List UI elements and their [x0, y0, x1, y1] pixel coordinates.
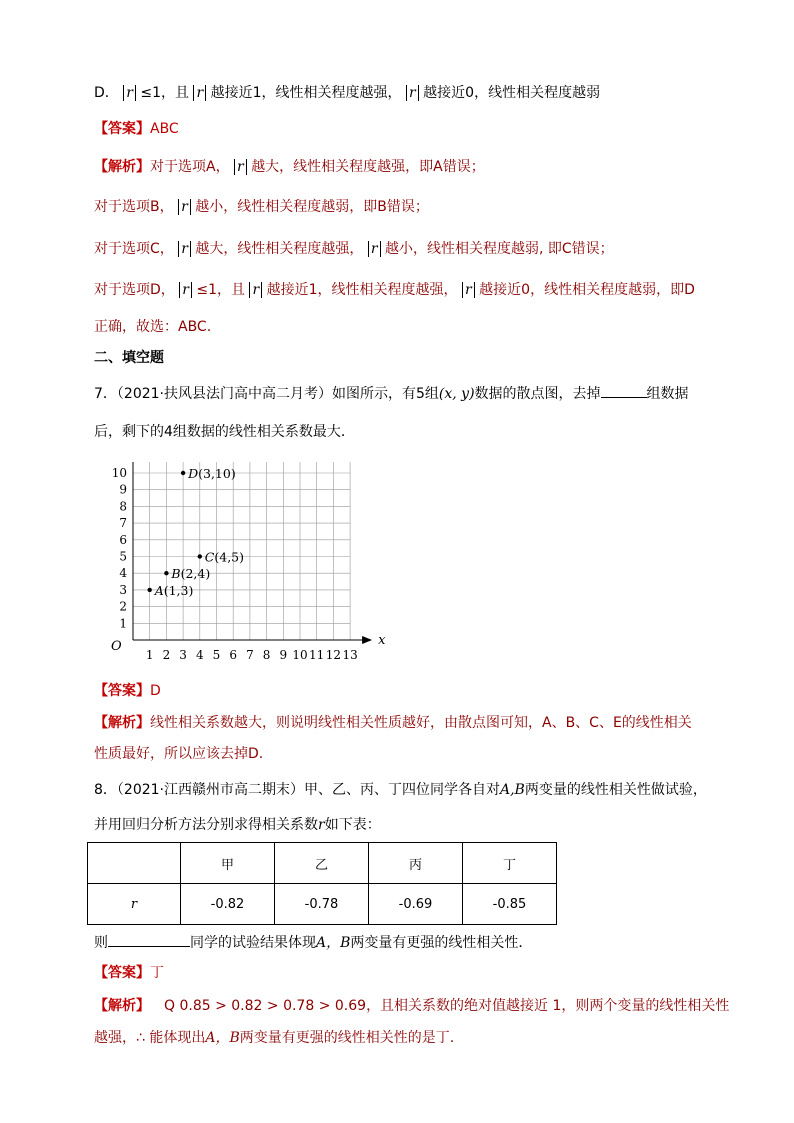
text: 两变量有更强的线性相关性的是丁. — [239, 1030, 455, 1046]
correlation-table — [87, 842, 557, 925]
y-tick-label: 10 — [111, 466, 127, 480]
text: 对于选项A， — [150, 159, 230, 175]
text: 对于选项C， — [94, 241, 174, 257]
point-label-b: B(2,4) — [171, 566, 211, 582]
answer-label: 【答案】 — [94, 121, 150, 137]
text: 7．（2021·扶风县法门高中高二月考）如图所示，有5组 — [94, 386, 439, 402]
q6-analysis-5: 正确，故选：ABC. — [94, 319, 212, 335]
abs-r: r — [179, 282, 192, 298]
table-header-row — [88, 843, 557, 884]
q7-analysis-1 — [94, 713, 692, 733]
abs-r: r — [178, 241, 191, 257]
text: 越接近1，线性相关程度越强， — [210, 85, 402, 101]
text: 能体现出 — [144, 1030, 206, 1046]
point-label-c: C(4,5) — [204, 549, 245, 565]
abs-r: r — [178, 199, 191, 215]
y-tick-label — [112, 462, 127, 463]
answer-label: 【答案】 — [94, 683, 150, 699]
abs-r: r — [123, 85, 136, 101]
origin-label: O — [111, 639, 122, 654]
analysis-label: 【解析】 — [94, 159, 150, 175]
text: 越小，线性相关程度越弱，即B错误； — [195, 199, 429, 215]
text: 数据的散点图，去掉 — [474, 386, 601, 402]
answer-value: D — [150, 683, 161, 699]
row-label: r — [88, 884, 181, 925]
text: 越接近0，线性相关程度越弱，即D — [479, 282, 695, 298]
y-tick-label: 9 — [119, 482, 127, 497]
y-tick-label: 8 — [119, 499, 127, 514]
therefore-symbol: ∴ — [136, 1030, 145, 1046]
tick-labels — [111, 462, 385, 662]
x-tick-label: 5 — [212, 648, 221, 662]
answer-value: 丁 — [150, 965, 164, 981]
answer-value: ABC — [150, 121, 179, 137]
q8-answer — [94, 963, 164, 983]
text: 对于选项D， — [94, 282, 175, 298]
x-tick-label: 3 — [179, 648, 187, 662]
q7-line-2: 后，剩下的4组数据的线性相关系数最大． — [94, 424, 355, 440]
header-cell: 丙 — [369, 843, 463, 884]
text: ，且相关系数的绝对值越接近 1，则两个变量的线性相关性 — [366, 998, 730, 1014]
header-cell — [88, 843, 181, 884]
q8-line-3 — [94, 933, 532, 953]
text: ≤1，且 — [196, 282, 246, 298]
abs-r: r — [193, 85, 206, 101]
q7-answer — [94, 681, 161, 701]
table-row — [88, 884, 557, 925]
answer-label: 【答案】 — [94, 965, 150, 981]
text: 越接近1，线性相关程度越强， — [266, 282, 458, 298]
xy-pair: (x, y) — [438, 386, 475, 402]
answer-blank — [601, 397, 647, 398]
text: 两变量的线性相关性做试验， — [524, 782, 707, 798]
x-tick-label: 7 — [246, 648, 254, 662]
abs-r: r — [234, 159, 247, 175]
table-cell: -0.69 — [369, 884, 463, 925]
y-tick-label: 6 — [119, 532, 127, 547]
x-tick-label: 2 — [162, 648, 171, 662]
text: 对于选项B， — [94, 199, 174, 215]
x-axis-label: x — [378, 633, 385, 648]
text: 越大，线性相关程度越强， — [195, 241, 364, 257]
abs-r: r — [368, 241, 381, 257]
text: ≤1，且 — [140, 85, 190, 101]
x-tick-label: 6 — [229, 648, 238, 662]
q8-analysis-2 — [94, 1028, 454, 1048]
text: 越大，线性相关程度越强，即A错误； — [251, 159, 485, 175]
x-tick-label: 8 — [262, 648, 271, 662]
q8-line-2 — [94, 815, 381, 835]
inequality: Q 0.85 > 0.82 > 0.78 > 0.69 — [164, 998, 367, 1014]
y-tick-label: 5 — [119, 549, 127, 564]
x-tick-label: 13 — [342, 648, 358, 662]
table-cell: -0.78 — [275, 884, 369, 925]
ab-vars: A，B — [316, 935, 351, 951]
axes — [129, 462, 372, 644]
answer-blank — [108, 946, 190, 947]
data-point-d — [181, 471, 185, 475]
table-cell: -0.85 — [463, 884, 557, 925]
x-tick-label: 11 — [309, 648, 325, 662]
point-label-a: A(1,3) — [154, 582, 194, 598]
option-d-line — [94, 83, 600, 103]
q8-line-1 — [94, 780, 707, 800]
abs-r: r — [406, 85, 419, 101]
points — [148, 462, 360, 598]
option-d-prefix: D． — [94, 85, 119, 101]
ab-vars: A,B — [500, 782, 525, 798]
q7-analysis-2: 性质最好，所以应该去掉D. — [94, 746, 264, 762]
q7-line-1 — [94, 384, 689, 404]
q6-analysis-3 — [94, 239, 614, 259]
header-cell: 丁 — [463, 843, 557, 884]
q6-analysis-4 — [94, 280, 695, 300]
scatter-plot — [95, 462, 385, 662]
data-point-b — [164, 571, 168, 575]
abs-r: r — [249, 282, 262, 298]
x-tick-label: 4 — [195, 648, 204, 662]
y-tick-label: 1 — [119, 616, 127, 631]
text: 如下表： — [324, 817, 381, 833]
header-cell: 甲 — [181, 843, 275, 884]
q6-analysis-1 — [94, 157, 485, 177]
text: 越接近0，线性相关程度越弱 — [423, 85, 601, 101]
q6-analysis-2 — [94, 197, 429, 217]
r-symbol: r — [318, 817, 325, 833]
x-tick-label: 1 — [145, 648, 154, 662]
section-title: 二、填空题 — [94, 350, 164, 366]
text: 则 — [94, 935, 108, 951]
text: 8．（2021·江西赣州市高二期末）甲、乙、丙、丁四位同学各自对 — [94, 782, 500, 798]
header-cell: 乙 — [275, 843, 369, 884]
abs-r: r — [462, 282, 475, 298]
text: 越小，线性相关程度越弱, 即C错误； — [385, 241, 614, 257]
text: 两变量有更强的线性相关性． — [350, 935, 533, 951]
q6-answer — [94, 119, 179, 139]
text: 线性相关系数越大，则说明线性相关性质越好，由散点图可知，A、B、C、E的线性相关 — [150, 715, 692, 731]
x-tick-label: 10 — [292, 648, 308, 662]
x-tick-label: 12 — [325, 648, 342, 662]
text: 并用回归分析方法分别求得相关系数 — [94, 817, 318, 833]
y-tick-label: 3 — [119, 582, 127, 597]
y-tick-label: 4 — [119, 566, 127, 581]
q8-analysis-1 — [94, 996, 729, 1016]
y-tick-label: 2 — [119, 599, 127, 614]
data-point-c — [198, 554, 202, 558]
data-point-a — [148, 588, 152, 592]
x-arrow — [362, 636, 372, 644]
analysis-label: 【解析】 — [94, 715, 150, 731]
point-label-d: D(3,10) — [188, 466, 236, 481]
text: 同学的试验结果体现 — [190, 935, 316, 951]
text: 越强， — [94, 1030, 136, 1046]
analysis-label: 【解析】 — [94, 998, 150, 1014]
x-tick-label: 9 — [279, 648, 288, 662]
y-tick-label: 7 — [119, 516, 127, 531]
text: 组数据 — [646, 386, 689, 402]
table-cell: -0.82 — [181, 884, 275, 925]
ab-vars: A，B — [205, 1030, 240, 1046]
